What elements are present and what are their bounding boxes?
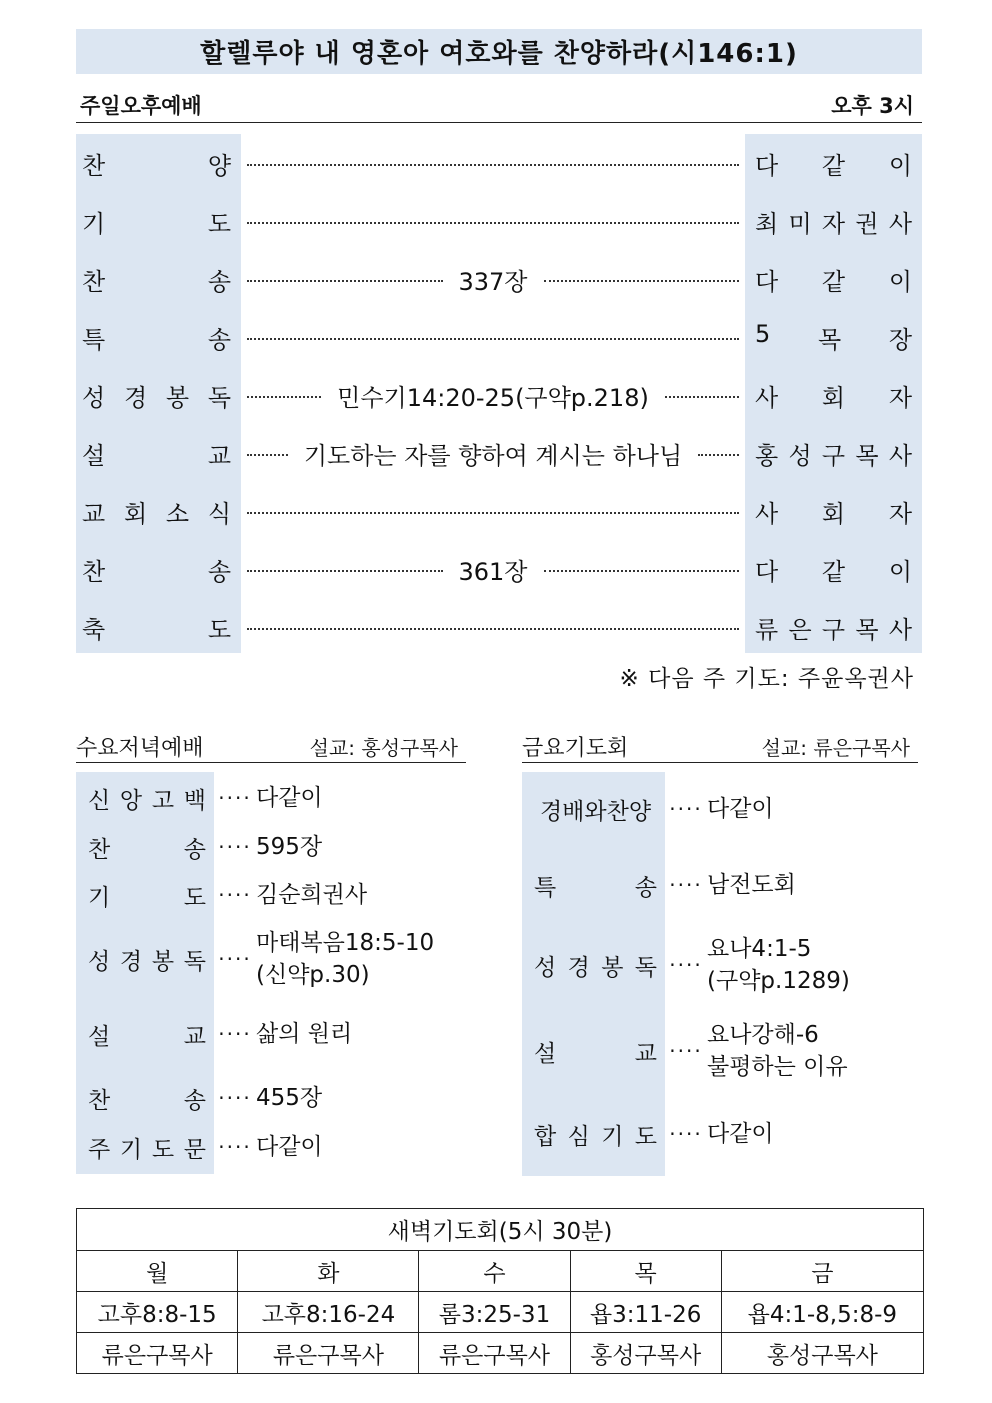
order-item-label-char: 도 <box>151 1136 175 1163</box>
order-item-leader-char: 은 <box>788 615 812 644</box>
sunday-service-header <box>76 88 922 123</box>
dotted-leader <box>247 628 739 630</box>
order-item-detail <box>241 378 745 413</box>
order-item-value <box>256 1131 323 1163</box>
order-item-label-char: 송 <box>634 874 657 901</box>
order-item-label-char: 독 <box>207 383 231 412</box>
order-item-value <box>256 1018 352 1050</box>
friday-service-name: 금요기도회 <box>522 735 629 761</box>
order-item-label-char: 교 <box>207 441 231 470</box>
order-item-detail <box>241 262 745 297</box>
dawn-day-cell: 금 <box>721 1251 923 1292</box>
order-item-leader-char: 자 <box>888 499 912 528</box>
order-item-leader-char: 목 <box>855 615 879 644</box>
dotted-leader: ···· <box>218 883 252 907</box>
order-item-label-char: 기 <box>601 1123 624 1150</box>
order-item-leader-char: 구 <box>821 615 846 644</box>
dawn-days-row <box>77 1251 924 1292</box>
order-item-value <box>256 1082 322 1114</box>
order-item-label <box>76 320 241 355</box>
order-item-label-char: 백 <box>183 787 206 814</box>
order-item-value <box>256 831 322 863</box>
dotted-leader <box>247 570 443 572</box>
order-item-leader-char: 같 <box>821 557 846 586</box>
sunday-order-row <box>76 134 922 192</box>
order-item-label <box>522 793 665 826</box>
order-item-label <box>76 610 241 645</box>
order-item-value <box>256 879 367 911</box>
order-item-leader-char: 류 <box>755 615 779 644</box>
order-item-label-char: 도 <box>183 884 206 911</box>
dawn-passage-cell: 고후8:8-15 <box>77 1292 238 1333</box>
order-item-leader-char: 목 <box>855 441 879 470</box>
order-item-label-char: 성 <box>82 383 106 412</box>
order-item-detail <box>241 624 745 630</box>
order-item-value-line: 삶의 원리 <box>256 1021 353 1047</box>
order-item-value-line: 김순희권사 <box>256 882 368 908</box>
order-item-value-line: 요나강해-6 <box>707 1022 819 1048</box>
order-item-label <box>76 1018 214 1051</box>
dotted-leader: ···· <box>218 1086 252 1110</box>
order-item-label <box>522 869 665 902</box>
order-item-label-char: 앙 <box>119 787 143 814</box>
order-item-leader-char: 회 <box>821 383 846 412</box>
order-item-label <box>76 831 214 864</box>
order-item-value <box>707 933 850 997</box>
sunday-order-row <box>76 192 922 250</box>
dotted-leader: ···· <box>669 953 703 977</box>
order-item-text: 기도하는 자를 향하여 계시는 하나님 <box>303 441 683 470</box>
order-item-label-char: 찬 <box>88 1087 111 1114</box>
dawn-day-cell: 수 <box>419 1251 570 1292</box>
order-item-label-char: 도 <box>634 1123 657 1150</box>
order-item-leader-char: 구 <box>821 441 846 470</box>
order-item-label <box>76 494 241 529</box>
wednesday-order-row <box>76 1131 323 1163</box>
order-item-label-char: 문 <box>183 1136 206 1163</box>
order-item-leader-char: 같 <box>821 267 846 296</box>
order-item-leader-char: 사 <box>888 441 912 470</box>
order-item-label-char: 양 <box>207 151 231 180</box>
order-item-value-line: 다같이 <box>707 1121 774 1147</box>
order-item-leader-char: 최 <box>755 209 779 238</box>
order-item-leader <box>745 436 922 471</box>
dawn-passage-cell: 고후8:16-24 <box>238 1292 419 1333</box>
order-item-label-char: 설 <box>88 1023 111 1050</box>
dotted-leader <box>247 338 739 340</box>
order-item-label-char: 송 <box>207 325 231 354</box>
wednesday-order-row <box>76 831 322 863</box>
sunday-order-row <box>76 366 922 424</box>
order-item-leader-char: 사 <box>888 615 912 644</box>
page-title: 할렐루야 내 영혼아 여호와를 찬양하라(시146:1) <box>76 29 922 74</box>
order-item-leader-char: 다 <box>755 267 779 296</box>
order-item-leader-char: 이 <box>888 151 912 180</box>
dawn-day-cell: 목 <box>570 1251 721 1292</box>
dawn-preacher-cell: 홍성구목사 <box>721 1333 923 1374</box>
sunday-order-row <box>76 482 922 540</box>
order-item-label-char: 찬 <box>82 267 106 296</box>
sunday-service-time: 오후 3시 <box>831 94 914 118</box>
order-item-leader-char: 자 <box>821 209 846 238</box>
order-item-detail <box>241 436 745 471</box>
friday-order-row <box>522 1118 774 1150</box>
order-item-leader-char: 같 <box>821 151 846 180</box>
order-item-label-char: 교 <box>634 1040 657 1067</box>
friday-service-header <box>522 730 918 763</box>
wednesday-order-row <box>76 1018 352 1050</box>
dotted-leader: ···· <box>669 873 703 897</box>
order-item-leader-char: 장 <box>888 325 912 354</box>
order-item-detail <box>241 508 745 514</box>
order-item-label-char: 독 <box>183 948 206 975</box>
order-item-value-line: 595장 <box>256 834 323 860</box>
order-item-value-line: 남전도회 <box>707 872 796 898</box>
sunday-order-row <box>76 540 922 598</box>
order-item-label-char: 경 <box>123 383 148 412</box>
dawn-preacher-cell: 류은구목사 <box>419 1333 570 1374</box>
order-item-leader-char: 사 <box>755 383 779 412</box>
order-item-leader <box>745 378 922 413</box>
order-item-label-char: 설 <box>82 441 106 470</box>
order-item-label-char: 심 <box>567 1123 590 1150</box>
dotted-leader <box>247 222 739 224</box>
order-item-label-char: 도 <box>207 209 231 238</box>
order-item-label-char: 송 <box>183 1087 206 1114</box>
dawn-prayer-table <box>76 1208 924 1374</box>
order-item-label-char: 경 <box>119 948 143 975</box>
dotted-leader: ···· <box>218 835 252 859</box>
order-item-leader <box>745 610 922 645</box>
order-item-label-char: 봉 <box>601 954 624 981</box>
order-item-value-line: 다같이 <box>256 785 323 811</box>
order-item-leader <box>745 204 922 239</box>
order-item-label-char: 기 <box>119 1136 143 1163</box>
wednesday-service-header <box>76 730 466 763</box>
order-item-label <box>522 949 665 982</box>
order-item-label-char: 송 <box>207 557 231 586</box>
order-item-label-char: 봉 <box>151 948 175 975</box>
order-item-label-char: 교 <box>82 499 106 528</box>
sunday-order-row <box>76 598 922 656</box>
wednesday-order-row <box>76 926 434 992</box>
order-item-leader-char: 홍 <box>755 441 779 470</box>
order-item-label <box>76 1131 214 1164</box>
wednesday-service-name: 수요저녁예배 <box>76 735 204 761</box>
order-item-leader-char: 목 <box>817 325 842 354</box>
order-item-leader-char: 다 <box>755 557 779 586</box>
sunday-order-row <box>76 308 922 366</box>
dotted-leader: ···· <box>218 1022 252 1046</box>
order-item-label-char: 성 <box>534 954 557 981</box>
dotted-leader: ···· <box>669 1122 703 1146</box>
order-item-label <box>522 1118 665 1151</box>
order-item-value <box>707 1118 774 1150</box>
order-item-leader-char: 권 <box>855 209 879 238</box>
order-item-leader-char: 자 <box>888 383 912 412</box>
order-item-label-char: 경배와찬양 <box>539 798 652 825</box>
order-item-label-char: 찬 <box>82 557 106 586</box>
order-item-leader-char: 사 <box>755 499 779 528</box>
order-item-label-char: 도 <box>207 615 231 644</box>
dotted-leader <box>247 280 443 282</box>
order-item-value-line: 마태복음18:5-10 <box>256 930 435 956</box>
order-item-label-char: 설 <box>534 1040 557 1067</box>
dawn-passage-cell: 욥3:11-26 <box>570 1292 721 1333</box>
dotted-leader: ···· <box>669 1039 703 1063</box>
order-item-label <box>76 378 241 413</box>
order-item-detail <box>241 218 745 224</box>
order-item-label-char: 식 <box>207 499 231 528</box>
order-item-label <box>76 1082 214 1115</box>
next-week-prayer-note: ※ 다음 주 기도: 주윤옥권사 <box>619 666 914 692</box>
order-item-label-char: 송 <box>183 836 206 863</box>
order-item-label <box>76 262 241 297</box>
order-item-label-char: 소 <box>165 499 190 528</box>
sunday-service-name: 주일오후예배 <box>80 94 202 118</box>
order-item-value-line: (구약p.1289) <box>707 968 850 994</box>
order-item-leader-char: 성 <box>788 441 812 470</box>
order-item-value-line: 불평하는 이유 <box>707 1054 848 1080</box>
wednesday-sermon-preacher: 설교: 홍성구목사 <box>309 735 458 760</box>
order-item-value-line: 다같이 <box>707 796 774 822</box>
order-item-label-char: 특 <box>534 874 557 901</box>
order-item-detail <box>241 160 745 166</box>
dawn-preacher-cell: 류은구목사 <box>77 1333 238 1374</box>
order-item-text: 361장 <box>458 557 528 586</box>
order-item-leader-char: 5 <box>755 319 771 348</box>
order-item-leader-char: 이 <box>888 267 912 296</box>
order-item-value-line: 다같이 <box>256 1134 323 1160</box>
order-item-label <box>76 146 241 181</box>
dotted-leader <box>544 570 740 572</box>
order-item-detail <box>241 552 745 587</box>
order-item-label-char: 성 <box>88 948 111 975</box>
order-item-label <box>76 436 241 471</box>
order-item-label <box>522 1035 665 1068</box>
friday-order-row <box>522 869 796 901</box>
order-item-value-line: (신약p.30) <box>256 962 370 988</box>
friday-order-row <box>522 932 850 998</box>
order-item-leader <box>745 146 922 181</box>
dawn-preacher-cell: 류은구목사 <box>238 1333 419 1374</box>
dawn-day-cell: 화 <box>238 1251 419 1292</box>
order-item-label-char: 경 <box>567 954 590 981</box>
friday-sermon-preacher: 설교: 류은구목사 <box>761 735 910 760</box>
dotted-leader <box>247 454 288 456</box>
order-item-label-char: 합 <box>534 1123 557 1150</box>
order-item-label <box>76 204 241 239</box>
order-item-label-char: 특 <box>82 325 106 354</box>
order-item-leader-char: 다 <box>755 151 779 180</box>
dawn-passage-cell: 욥4:1-8,5:8-9 <box>721 1292 923 1333</box>
order-item-value <box>707 869 796 901</box>
order-item-value <box>256 782 323 814</box>
order-item-detail <box>241 334 745 340</box>
order-item-label <box>76 552 241 587</box>
order-item-text: 민수기14:20-25(구약p.218) <box>337 383 649 412</box>
order-item-label-char: 고 <box>151 787 175 814</box>
order-item-text: 337장 <box>458 267 528 296</box>
order-item-label <box>76 943 214 976</box>
dotted-leader: ···· <box>669 797 703 821</box>
dawn-day-cell: 월 <box>77 1251 238 1292</box>
dawn-passages-row <box>77 1292 924 1333</box>
dotted-leader: ···· <box>218 947 252 971</box>
order-item-value-line: 455장 <box>256 1085 323 1111</box>
order-item-label-char: 교 <box>183 1023 206 1050</box>
order-item-value-line: 요나4:1-5 <box>707 936 812 962</box>
order-item-label-char: 축 <box>82 615 106 644</box>
order-item-leader <box>745 320 922 355</box>
order-item-value <box>256 927 434 991</box>
friday-order-row <box>522 793 774 825</box>
dawn-preachers-row <box>77 1333 924 1374</box>
order-item-leader-char: 회 <box>821 499 846 528</box>
order-item-label-char: 기 <box>82 209 106 238</box>
dawn-passage-cell: 롬3:25-31 <box>419 1292 570 1333</box>
sunday-order-row <box>76 424 922 482</box>
order-item-label-char: 주 <box>88 1136 111 1163</box>
dawn-preacher-cell: 홍성구목사 <box>570 1333 721 1374</box>
friday-order-row <box>522 1018 848 1084</box>
order-item-label <box>76 879 214 912</box>
order-item-leader-char: 미 <box>788 209 812 238</box>
dotted-leader <box>247 512 739 514</box>
wednesday-order-row <box>76 879 367 911</box>
order-item-value <box>707 1019 848 1083</box>
order-item-label-char: 독 <box>634 954 657 981</box>
dawn-prayer-caption: 새벽기도회(5시 30분) <box>77 1209 924 1251</box>
order-item-label <box>76 782 214 815</box>
sunday-order-row <box>76 250 922 308</box>
order-item-label-char: 신 <box>88 787 111 814</box>
order-item-label-char: 송 <box>207 267 231 296</box>
dotted-leader <box>698 454 739 456</box>
order-item-label-char: 회 <box>123 499 148 528</box>
order-item-label-char: 찬 <box>88 836 111 863</box>
dotted-leader <box>665 396 739 398</box>
order-item-leader <box>745 494 922 529</box>
wednesday-order-row <box>76 1082 322 1114</box>
dotted-leader <box>247 396 321 398</box>
order-item-value <box>707 793 774 825</box>
wednesday-order-row <box>76 782 323 814</box>
dotted-leader <box>544 280 740 282</box>
order-item-leader-char: 이 <box>888 557 912 586</box>
order-item-label-char: 찬 <box>82 151 106 180</box>
order-item-leader-char: 사 <box>888 209 912 238</box>
dotted-leader: ···· <box>218 786 252 810</box>
order-item-leader <box>745 552 922 587</box>
dotted-leader: ···· <box>218 1135 252 1159</box>
order-item-label-char: 기 <box>88 884 111 911</box>
dotted-leader <box>247 164 739 166</box>
order-item-leader <box>745 262 922 297</box>
order-item-label-char: 봉 <box>165 383 190 412</box>
